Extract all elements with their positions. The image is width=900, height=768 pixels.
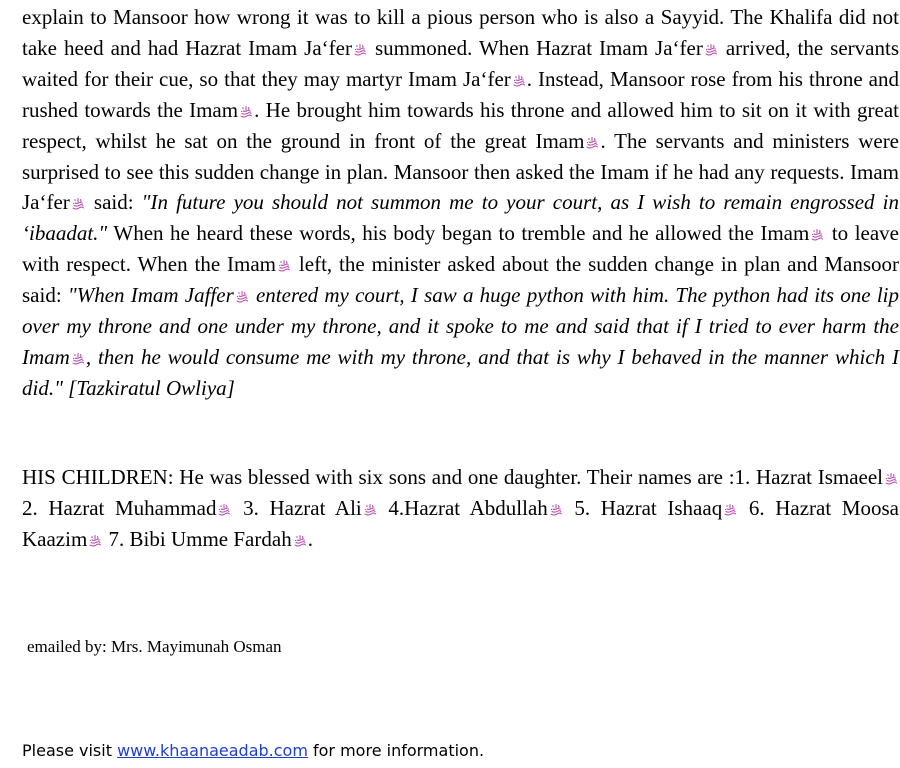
text-run: 2. Hazrat Muhammad	[22, 496, 217, 520]
honorific-calligraphy-icon	[723, 503, 737, 517]
honorific-calligraphy-icon	[549, 503, 563, 517]
text-run: 3. Hazrat Ali	[232, 496, 362, 520]
text-run: 6. Hazrat Moosa Kaazim	[22, 496, 899, 551]
footer-visit-line	[22, 741, 484, 760]
paragraph-his-children	[22, 462, 899, 555]
honorific-calligraphy-icon	[88, 534, 102, 548]
website-link[interactable]: www.khaanaeadab.com	[117, 741, 308, 760]
honorific-calligraphy-icon	[585, 136, 599, 150]
text-run: . Instead, Mansoor rose from his throne and rushed towards the Imam	[22, 66, 899, 122]
text-run: When he heard these words, his body began to tremble and he allowed the Imam	[107, 221, 810, 246]
emailed-by-line: emailed by: Mrs. Mayimunah Osman	[27, 637, 282, 656]
honorific-calligraphy-icon	[71, 352, 85, 366]
text-run: HIS CHILDREN: He was blessed with six sons and one daughter. Their names are :1. Hazrat Ismaeel	[22, 465, 883, 489]
honorific-calligraphy-icon	[235, 290, 249, 304]
text-run: explain to Mansoor how wrong it was to kill a pious person who is also a Sayyid. The Khalifa did not take heed and had Hazrat Imam Ja‘fer	[22, 5, 899, 60]
honorific-calligraphy-icon	[512, 74, 526, 88]
honorific-calligraphy-icon	[277, 259, 291, 273]
honorific-calligraphy-icon	[71, 197, 85, 211]
footer-suffix: for more information.	[307, 741, 485, 760]
text-run: summoned. When Hazrat Imam Ja‘fer	[367, 35, 703, 60]
italic-quote-text: "In future you should not summon me to your court, as I wish to remain engrossed in ‘ibaadat."	[22, 190, 899, 246]
text-run: said:	[85, 190, 142, 215]
text-run: to leave with respect. When the Imam	[22, 221, 899, 277]
text-run: .	[307, 527, 313, 551]
footer-prefix: Please visit	[22, 741, 118, 760]
italic-quote-text: entered my court, I saw a huge python with him. The python had its one lip over my throne and one under my throne, and it spoke to me and said that if I tried to ever harm the Imam	[22, 283, 899, 369]
text-run: left, the minister asked about the sudden change in plan and Mansoor said:	[22, 252, 900, 308]
paragraph-mansoor-story	[22, 2, 899, 404]
honorific-calligraphy-icon	[353, 43, 367, 57]
text-run: 5. Hazrat Ishaaq	[563, 496, 723, 520]
honorific-calligraphy-icon	[884, 472, 898, 486]
text-run: arrived, the servants waited for their cue, so that they may martyr Imam Ja‘fer	[22, 35, 899, 91]
honorific-calligraphy-icon	[217, 503, 231, 517]
honorific-calligraphy-icon	[810, 228, 824, 242]
text-run: 4.Hazrat Abdullah	[377, 496, 548, 520]
text-run: . He brought him towards his throne and allowed him to sit on it with great respect, whilst he sat on the ground in front of the great Imam	[22, 97, 899, 153]
honorific-calligraphy-icon	[704, 43, 718, 57]
text-run: 7. Bibi Umme Fardah	[103, 527, 292, 551]
text-run: . The servants and ministers were surprised to see this sudden change in plan. Mansoor then asked the Imam if he had any requests. Imam Ja‘fer	[22, 128, 900, 215]
honorific-calligraphy-icon	[293, 534, 307, 548]
italic-quote-text: "When Imam Jaffer	[67, 283, 234, 308]
italic-quote-text: , then he would consume me with my throne, and that is why I behaved in the manner which I did." [Tazkiratul Owliya]	[22, 344, 899, 400]
honorific-calligraphy-icon	[239, 105, 253, 119]
honorific-calligraphy-icon	[363, 503, 377, 517]
